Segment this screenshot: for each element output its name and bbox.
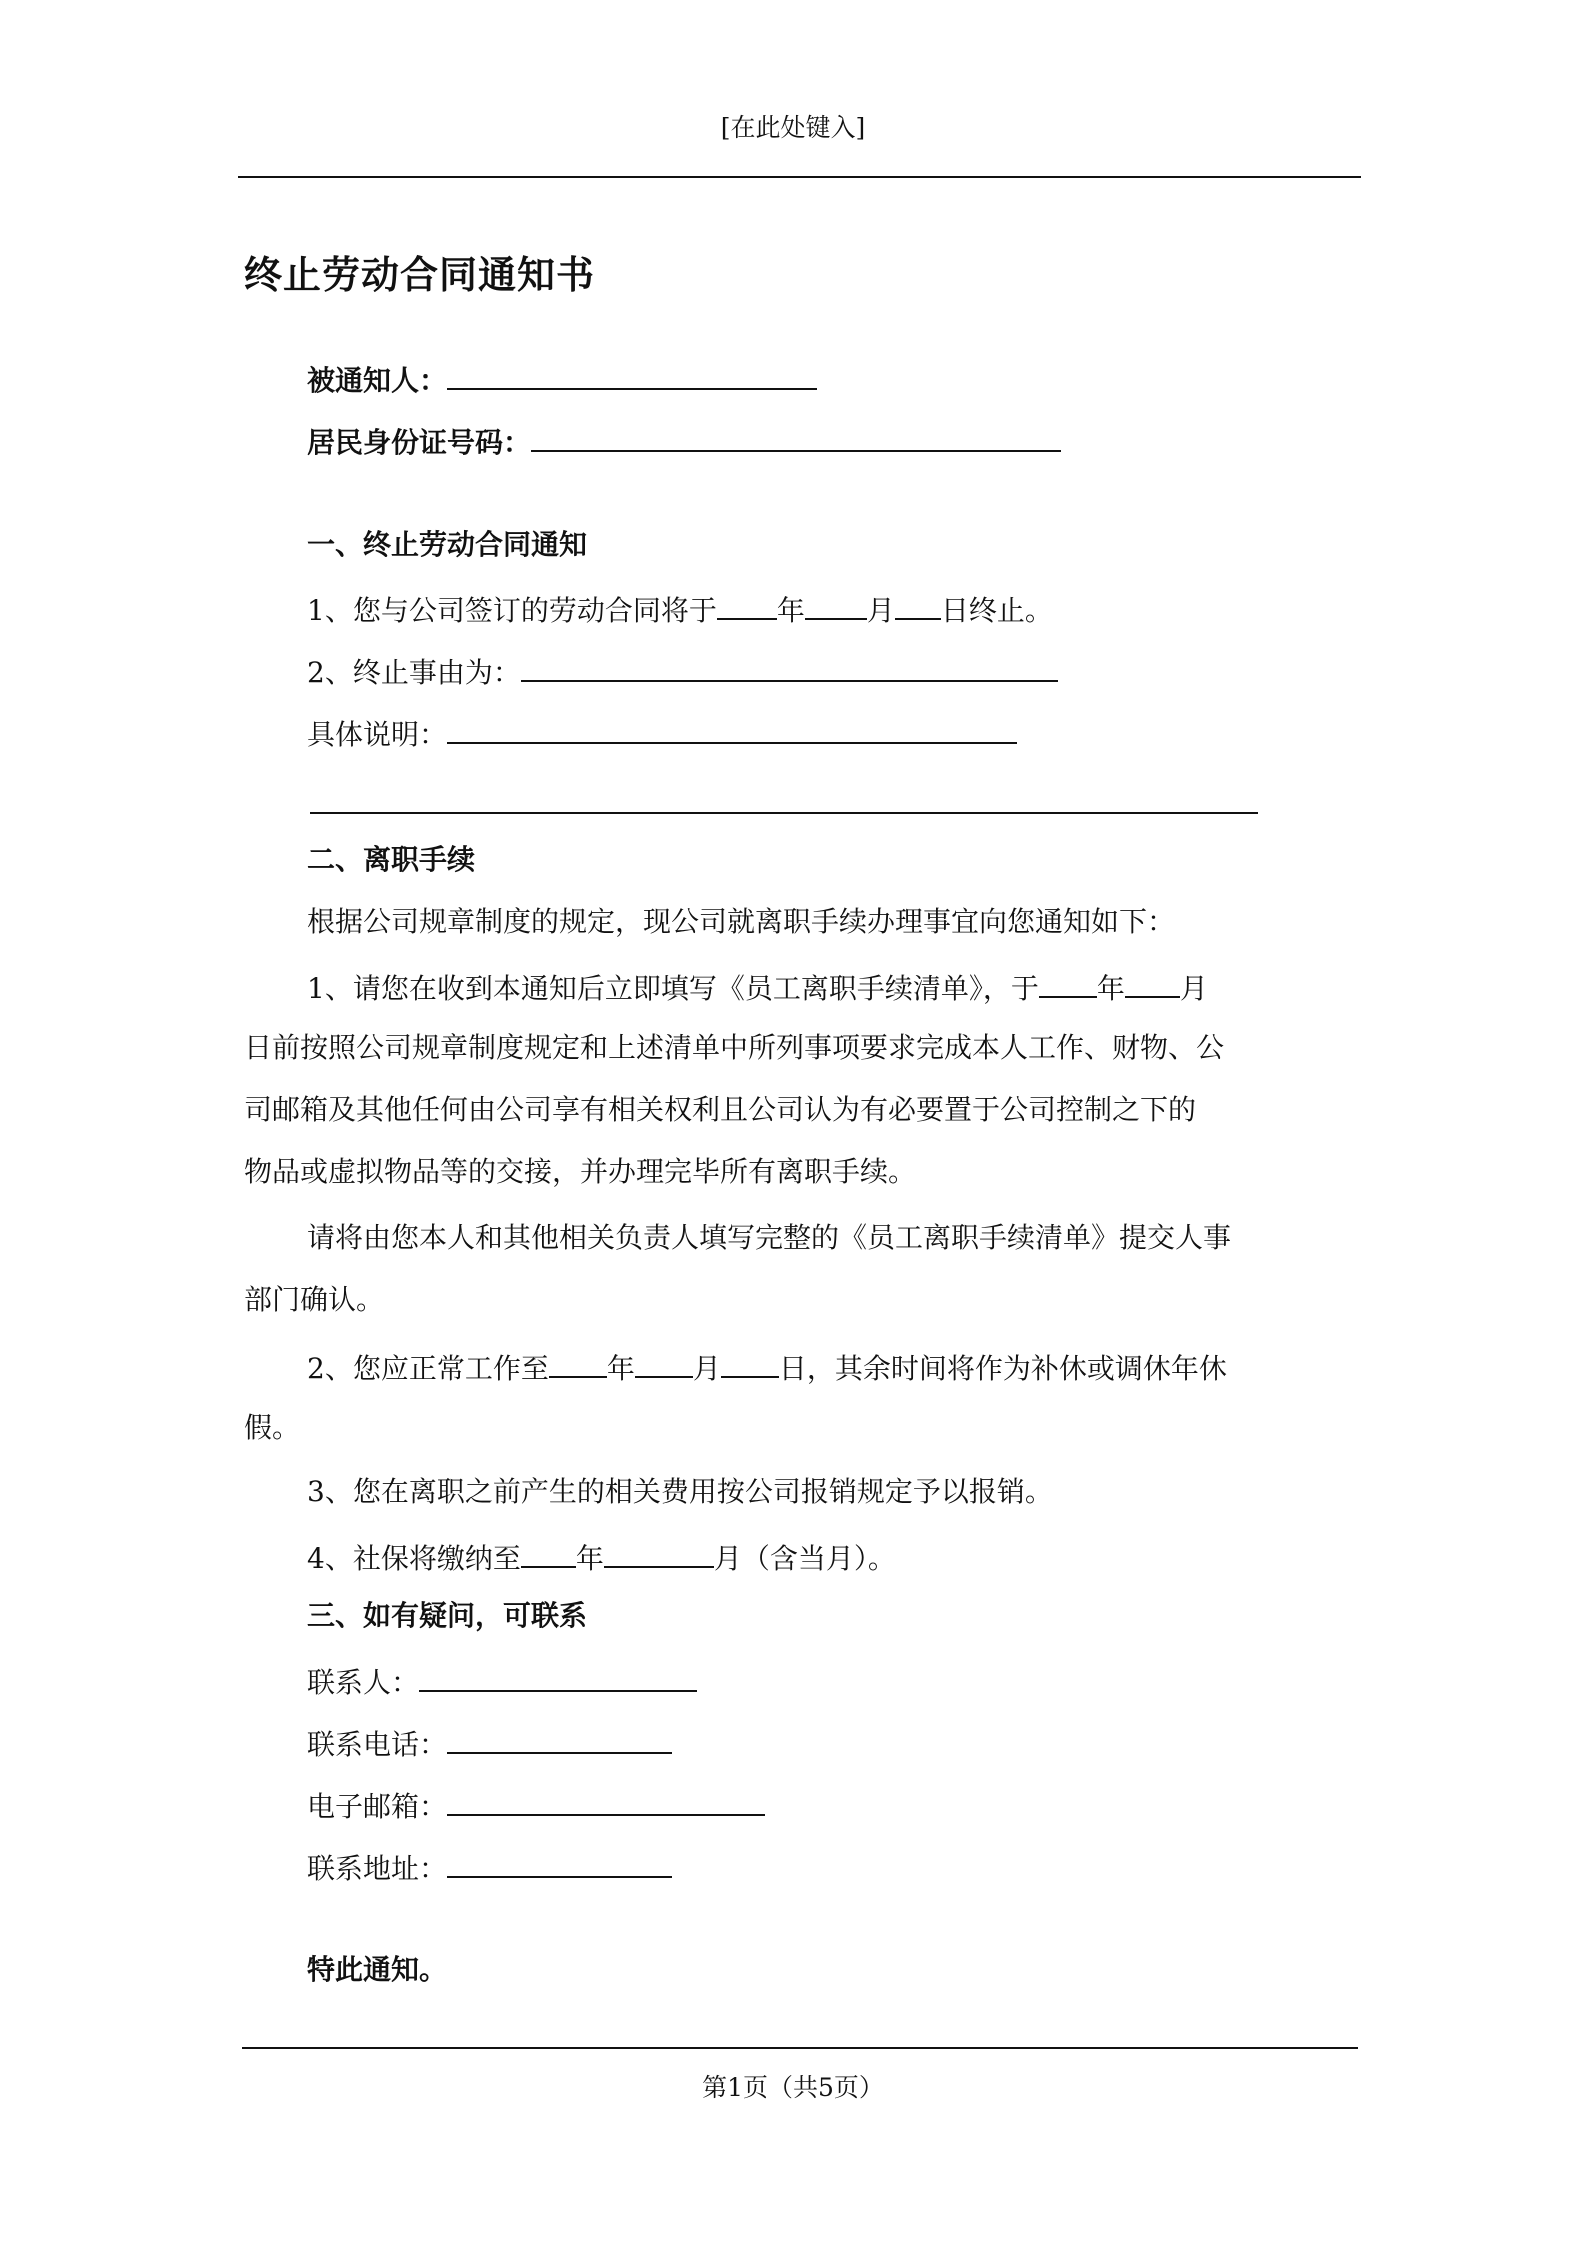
insurance-month-blank[interactable] [604, 1536, 714, 1568]
contact-phone-row [307, 1722, 672, 1765]
contact-email-row [307, 1784, 765, 1827]
checklist-year-blank[interactable] [1039, 966, 1097, 998]
recipient-id-label: 居民身份证号码： [307, 426, 532, 459]
detail-label: 具体说明： [307, 718, 448, 751]
section2-item4 [307, 1536, 896, 1579]
page-footer: 第1页（共5页） [702, 2073, 884, 2102]
closing-text: 特此通知。 [307, 1953, 448, 1986]
end-day-blank[interactable] [895, 588, 941, 620]
section1-detail [307, 712, 1017, 755]
section2-submit-line1: 请将由您本人和其他相关负责人填写完整的《员工离职手续清单》提交人事 [307, 1221, 1232, 1254]
contact-phone-blank[interactable] [447, 1722, 672, 1754]
section2-item1-line3: 司邮箱及其他任何由公司享有相关权利且公司认为有必要置于公司控制之下的 [244, 1093, 1197, 1126]
month-label: 月 [1179, 972, 1208, 1005]
section2-item1-text: 1、请您在收到本通知后立即填写《员工离职手续清单》，于 [307, 972, 1039, 1005]
contact-phone-label: 联系电话： [307, 1728, 448, 1761]
contact-person-label: 联系人： [307, 1666, 420, 1699]
contact-person-row [307, 1660, 697, 1703]
section1-item1-text: 1、您与公司签订的劳动合同将于 [307, 594, 717, 627]
section3-heading: 三、如有疑问，可联系 [307, 1599, 588, 1632]
recipient-name-blank[interactable] [447, 358, 817, 390]
section2-item3: 3、您在离职之前产生的相关费用按公司报销规定予以报销。 [307, 1475, 1053, 1508]
work-until-year-blank[interactable] [549, 1346, 607, 1378]
year-label: 年 [606, 1352, 635, 1385]
recipient-name-row [307, 358, 817, 401]
work-until-day-blank[interactable] [721, 1346, 779, 1378]
day-end-label: 日终止。 [940, 594, 1053, 627]
section2-item2-line2: 假。 [244, 1411, 301, 1444]
contact-email-label: 电子邮箱： [307, 1790, 448, 1823]
termination-reason-blank[interactable] [521, 650, 1058, 682]
page-header: [在此处键入] [720, 113, 866, 142]
section2-item4-text: 4、社保将缴纳至 [307, 1542, 521, 1575]
contact-address-blank[interactable] [447, 1846, 672, 1878]
section2-item2-rest: 日，其余时间将作为补休或调休年休 [778, 1352, 1227, 1385]
detail-blank[interactable] [447, 712, 1017, 744]
section2-heading: 二、离职手续 [307, 843, 476, 876]
section2-item4-rest: 月（含当月）。 [713, 1542, 896, 1575]
insurance-year-blank[interactable] [521, 1536, 576, 1568]
detail-blank-line-2[interactable] [310, 812, 1258, 814]
month-label: 月 [692, 1352, 721, 1385]
section2-intro: 根据公司规章制度的规定，现公司就离职手续办理事宜向您通知如下： [307, 905, 1176, 938]
month-label: 月 [866, 594, 895, 627]
year-label: 年 [575, 1542, 604, 1575]
recipient-name-label: 被通知人： [307, 364, 448, 397]
termination-reason-label: 2、终止事由为： [307, 656, 521, 689]
recipient-id-blank[interactable] [531, 420, 1061, 452]
section2-item2-text: 2、您应正常工作至 [307, 1352, 549, 1385]
section2-item1-line2: 日前按照公司规章制度规定和上述清单中所列事项要求完成本人工作、财物、公 [244, 1031, 1225, 1064]
section2-item1-line1 [307, 966, 1208, 1009]
recipient-id-row [307, 420, 1061, 463]
contact-address-row [307, 1846, 672, 1889]
section2-item1-line4: 物品或虚拟物品等的交接，并办理完毕所有离职手续。 [244, 1155, 917, 1188]
section1-heading: 一、终止劳动合同通知 [307, 528, 588, 561]
contact-email-blank[interactable] [447, 1784, 765, 1816]
year-label: 年 [1096, 972, 1125, 1005]
section1-item1 [307, 588, 1053, 631]
section2-item2-line1 [307, 1346, 1227, 1389]
year-label: 年 [776, 594, 805, 627]
contact-person-blank[interactable] [419, 1660, 697, 1692]
contact-address-label: 联系地址： [307, 1852, 448, 1885]
checklist-month-blank[interactable] [1125, 966, 1180, 998]
work-until-month-blank[interactable] [635, 1346, 693, 1378]
document-title: 终止劳动合同通知书 [244, 252, 596, 297]
end-year-blank[interactable] [717, 588, 777, 620]
end-month-blank[interactable] [805, 588, 867, 620]
footer-rule [242, 2047, 1358, 2049]
section2-submit-line2: 部门确认。 [244, 1283, 385, 1316]
section1-item2 [307, 650, 1058, 693]
header-rule [238, 176, 1361, 178]
